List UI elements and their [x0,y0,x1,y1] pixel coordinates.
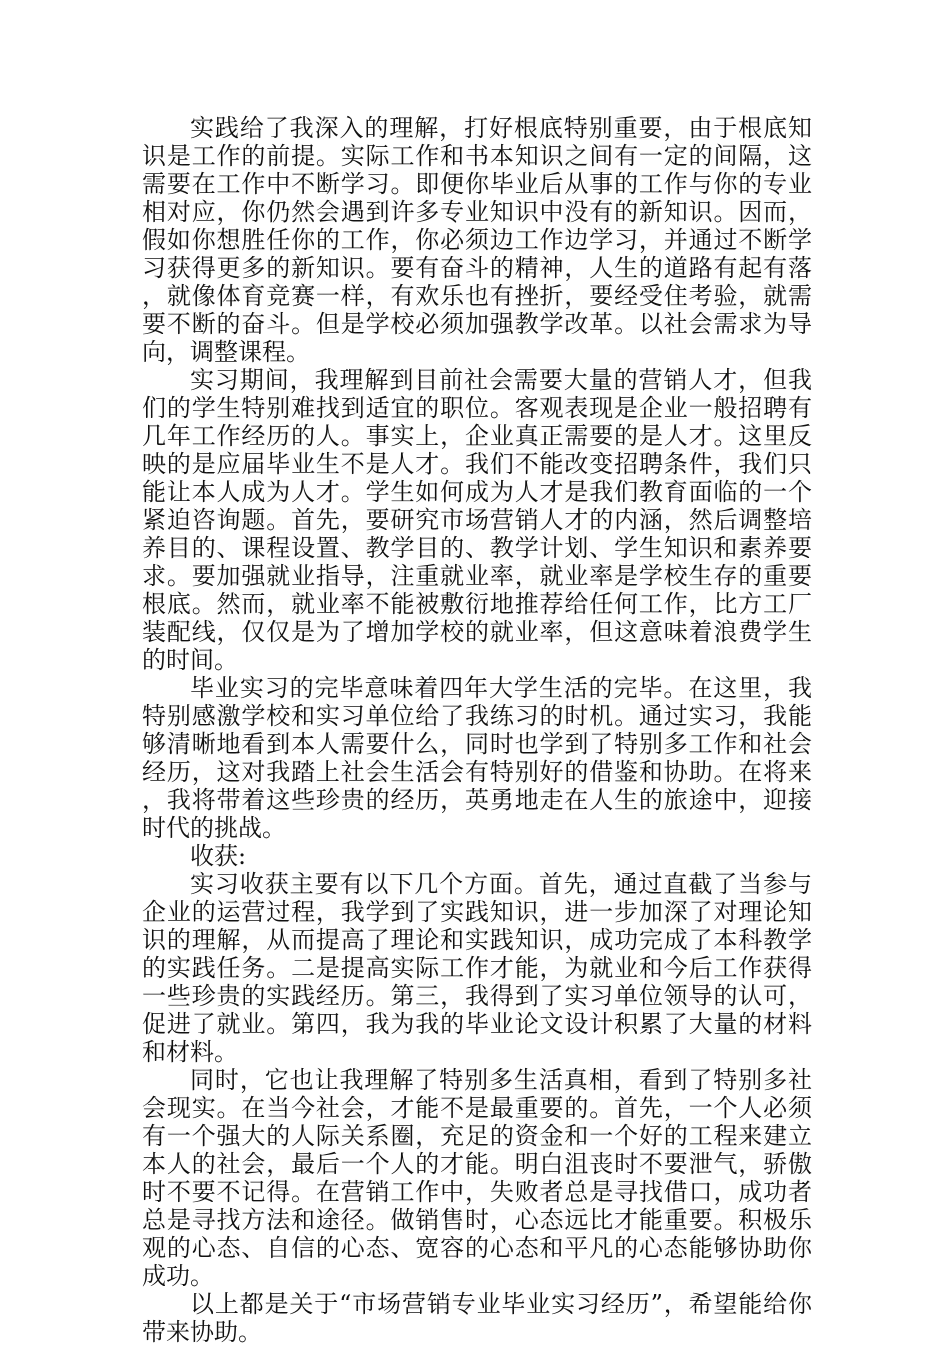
document-body [142,114,812,1346]
paragraph-life-truths: 同时，它也让我理解了特别多生活真相，看到了特别多社会现实。在当今社会，才能不是最重要的。首先，一个人必须有一个强大的人际关系圈，充足的资金和一个好的工程来建立本人的社会，最后一个人的才能。明白沮丧时不要泄气，骄傲时不要不记得。在营销工作中，失败者总是寻找借口，成功者总是寻找方法和途径。做销售时，心态远比才能重要。积极乐观的心态、自信的心态、宽容的心态和平凡的心态能够协助你成功。 [142,1066,812,1290]
paragraph-closing: 以上都是关于“市场营销专业毕业实习经历”，希望能给你带来协助。 [142,1290,812,1346]
section-heading-gains: 收获: [190,842,247,870]
paragraph-internship-completion: 毕业实习的完毕意味着四年大学生活的完毕。在这里，我特别感激学校和实习单位给了我练习的时机。通过实习，我能够清晰地看到本人需要什么，同时也学到了特别多工作和社会经历，这对我踏上社会生活会有特别好的借鉴和协助。在将来，我将带着这些珍贵的经历，英勇地走在人生的旅途中，迎接时代的挑战。 [142,674,812,842]
paragraph-practice-understanding: 实践给了我深入的理解，打好根底特别重要，由于根底知识是工作的前提。实际工作和书本知识之间有一定的间隔，这需要在工作中不断学习。即便你毕业后从事的工作与你的专业相对应，你仍然会遇到许多专业知识中没有的新知识。因而，假如你想胜任你的工作，你必须边工作边学习，并通过不断学习获得更多的新知识。要有奋斗的精神，人生的道路有起有落，就像体育竞赛一样，有欢乐也有挫折，要经受住考验，就需要不断的奋斗。但是学校必须加强教学改革。以社会需求为导向，调整课程。 [142,114,812,366]
paragraph-internship-gains: 实习收获主要有以下几个方面。首先，通过直截了当参与企业的运营过程，我学到了实践知识，进一步加深了对理论知识的理解，从而提高了理论和实践知识，成功完成了本科教学的实践任务。二是提高实际工作才能，为就业和今后工作获得一些珍贵的实践经历。第三，我得到了实习单位领导的认可，促进了就业。第四，我为我的毕业论文设计积累了大量的材料和材料。 [142,870,812,1066]
paragraph-internship-period: 实习期间，我理解到目前社会需要大量的营销人才，但我们的学生特别难找到适宜的职位。客观表现是企业一般招聘有几年工作经历的人。事实上，企业真正需要的是人才。这里反映的是应届毕业生不是人才。我们不能改变招聘条件，我们只能让本人成为人才。学生如何成为人才是我们教育面临的一个紧迫咨询题。首先，要研究市场营销人才的内涵，然后调整培养目的、课程设置、教学目的、教学计划、学生知识和素养要求。要加强就业指导，注重就业率，就业率是学校生存的重要根底。然而，就业率不能被敷衍地推荐给任何工作，比方工厂装配线，仅仅是为了增加学校的就业率，但这意味着浪费学生的时间。 [142,366,812,674]
